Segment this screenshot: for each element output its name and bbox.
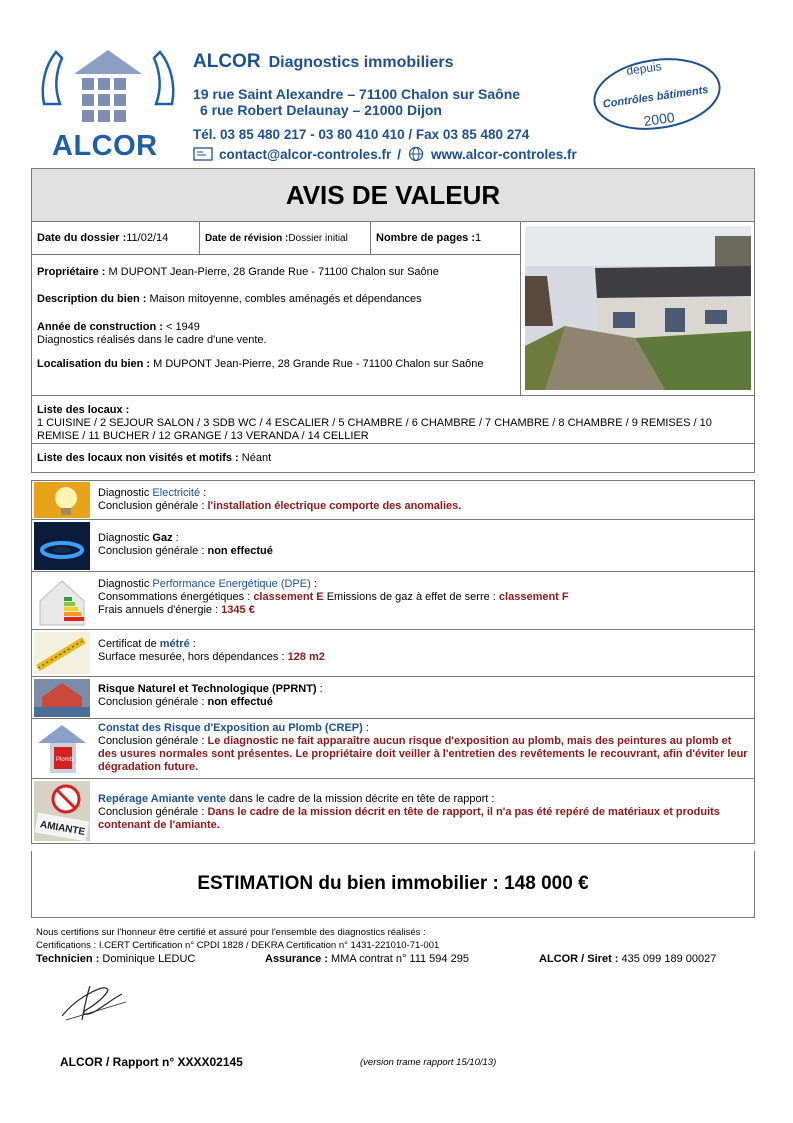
lead-paint-icon — [32, 719, 92, 778]
certifications: Certifications : I.CERT Certification n° CPDI 1828 / DEKRA Certification n° 1431-221010-71-001 — [36, 940, 440, 951]
company-name — [193, 51, 454, 73]
rooms-list-label: Liste des locaux : — [37, 404, 130, 416]
brand-name: ALCOR — [193, 51, 261, 72]
globe-icon — [407, 146, 425, 162]
lead-icon-label: Plomb — [56, 756, 74, 763]
letterhead — [0, 0, 793, 170]
property-location: Localisation du bien : M DUPONT Jean-Pierre, 28 Grande Rue - 71100 Chalon sur Saône — [37, 358, 484, 370]
report-number: ALCOR / Rapport n° XXXX02145 — [60, 1055, 243, 1069]
technician-signature — [56, 976, 136, 1026]
diagnostic-lead: Plomb Constat des Risque d'Exposition au Plomb (CREP) : Conclusion générale : Le diagnostic ne fait apparaître aucun risque d'exposition au plomb, mais des peintures au plomb et des usures normales sont présentes. Le propriétaire doit veiller à l'entretien des revêtements le recouvrant, afin d'éviter leur dégradation future. — [32, 719, 754, 779]
siret: ALCOR / Siret : 435 099 189 00027 — [539, 953, 717, 965]
diagnostic-gas: Diagnostic Gaz : Conclusion générale : non effectué — [32, 520, 754, 572]
template-version: (version trame rapport 15/10/13) — [360, 1057, 497, 1068]
insurance: Assurance : MMA contrat n° 111 594 295 — [265, 953, 469, 965]
house-photo — [525, 226, 751, 390]
email-icon — [193, 147, 213, 161]
address-line-2: 6 rue Robert Delaunay – 21000 Dijon — [200, 102, 442, 118]
diagnostics-list — [31, 480, 755, 844]
asbestos-warning-icon — [32, 779, 92, 843]
diagnostic-natural-risk: Risque Naturel et Technologique (PPRNT) : Conclusion générale : non effectué — [32, 677, 754, 719]
since-2000-stamp — [590, 54, 725, 132]
dossier-meta-row — [32, 222, 520, 255]
lightbulb-icon — [32, 481, 92, 519]
certification-statement: Nous certifions sur l'honneur être certifié et assuré pour l'ensemble des diagnostics réalisés : — [36, 927, 426, 938]
year-note: Diagnostics réalisés dans le cadre d'une vente. — [37, 334, 267, 346]
website-link[interactable]: www.alcor-controles.fr — [430, 146, 577, 162]
report-frame — [31, 168, 755, 473]
dossier-info — [31, 222, 755, 396]
brand-subtitle: Diagnostics immobiliers — [268, 54, 454, 71]
technician: Technicien : Dominique LEDUC — [36, 953, 196, 965]
diagnostic-asbestos: AMIANTE Repérage Amiante vente dans le cadre de la mission décrite en tête de rapport : Conclusion générale : Dans le cadre de la mission décrit en tête de rapport, il n'a pas été repéré de matériaux et produits contenant de l'amiante. — [32, 779, 754, 843]
diagnostic-surface: Certificat de métré : Surface mesurée, hors dépendances : 128 m2 — [32, 630, 754, 677]
energy-house-icon — [32, 572, 92, 629]
property-estimation: ESTIMATION du bien immobilier : 148 000 € — [31, 851, 755, 918]
rooms-not-visited: Liste des locaux non visités et motifs : Néant — [31, 444, 755, 473]
owner: Propriétaire : M DUPONT Jean-Pierre, 28 Grande Rue - 71100 Chalon sur Saône — [37, 266, 439, 278]
rooms-list — [31, 396, 755, 444]
diagnostic-electricity: Diagnostic Electricité : Conclusion générale : l'installation électrique comporte des anomalies. — [32, 481, 754, 520]
stamp-top-text: depuis — [625, 59, 663, 78]
logo-text: ALCOR — [52, 130, 158, 162]
dossier-revision: Date de révision : Dossier initial — [200, 222, 371, 254]
gas-flame-icon — [32, 520, 92, 571]
dossier-date: Date du dossier : 11/02/14 — [32, 222, 200, 254]
stamp-year-text: 2000 — [642, 108, 676, 130]
property-photo — [520, 222, 755, 395]
asbestos-icon-label: AMIANTE — [39, 819, 86, 838]
construction-year: Année de construction : < 1949 Diagnostics réalisés dans le cadre d'une vente. — [37, 321, 267, 346]
dossier-pages: Nombre de pages : 1 — [376, 232, 482, 244]
page-title: AVIS DE VALEUR — [31, 168, 755, 222]
rooms-list-value: 1 CUISINE / 2 SEJOUR SALON / 3 SDB WC / 4 ESCALIER / 5 CHAMBRE / 6 CHAMBRE / 7 CHAMBRE / 8 CHAMBRE / 9 REMISES / 10 REMISE / 11 BUCHER / 12 GRANGE / 13 VERANDA / 14 CELLIER — [37, 417, 712, 442]
phone-fax: Tél. 03 85 480 217 - 03 80 410 410 / Fax 03 85 480 274 — [193, 127, 530, 142]
address-line-1: 19 rue Saint Alexandre – 71100 Chalon sur Saône — [193, 86, 521, 102]
contact-line — [193, 146, 577, 162]
flood-house-icon — [32, 677, 92, 718]
stamp-middle-text: Contrôles bâtiments — [602, 83, 710, 111]
measuring-tape-icon — [32, 630, 92, 676]
email-link[interactable]: contact@alcor-controles.fr — [219, 146, 392, 162]
diagnostic-dpe: Diagnostic Performance Energétique (DPE) : Consommations énergétiques : classement E Emissions de gaz à effet de serre : classement F Frais annuels d'énergie : 1345 € — [32, 572, 754, 630]
contact-separator: / — [397, 146, 401, 162]
property-description: Description du bien : Maison mitoyenne, combles aménagés et dépendances — [37, 293, 422, 305]
